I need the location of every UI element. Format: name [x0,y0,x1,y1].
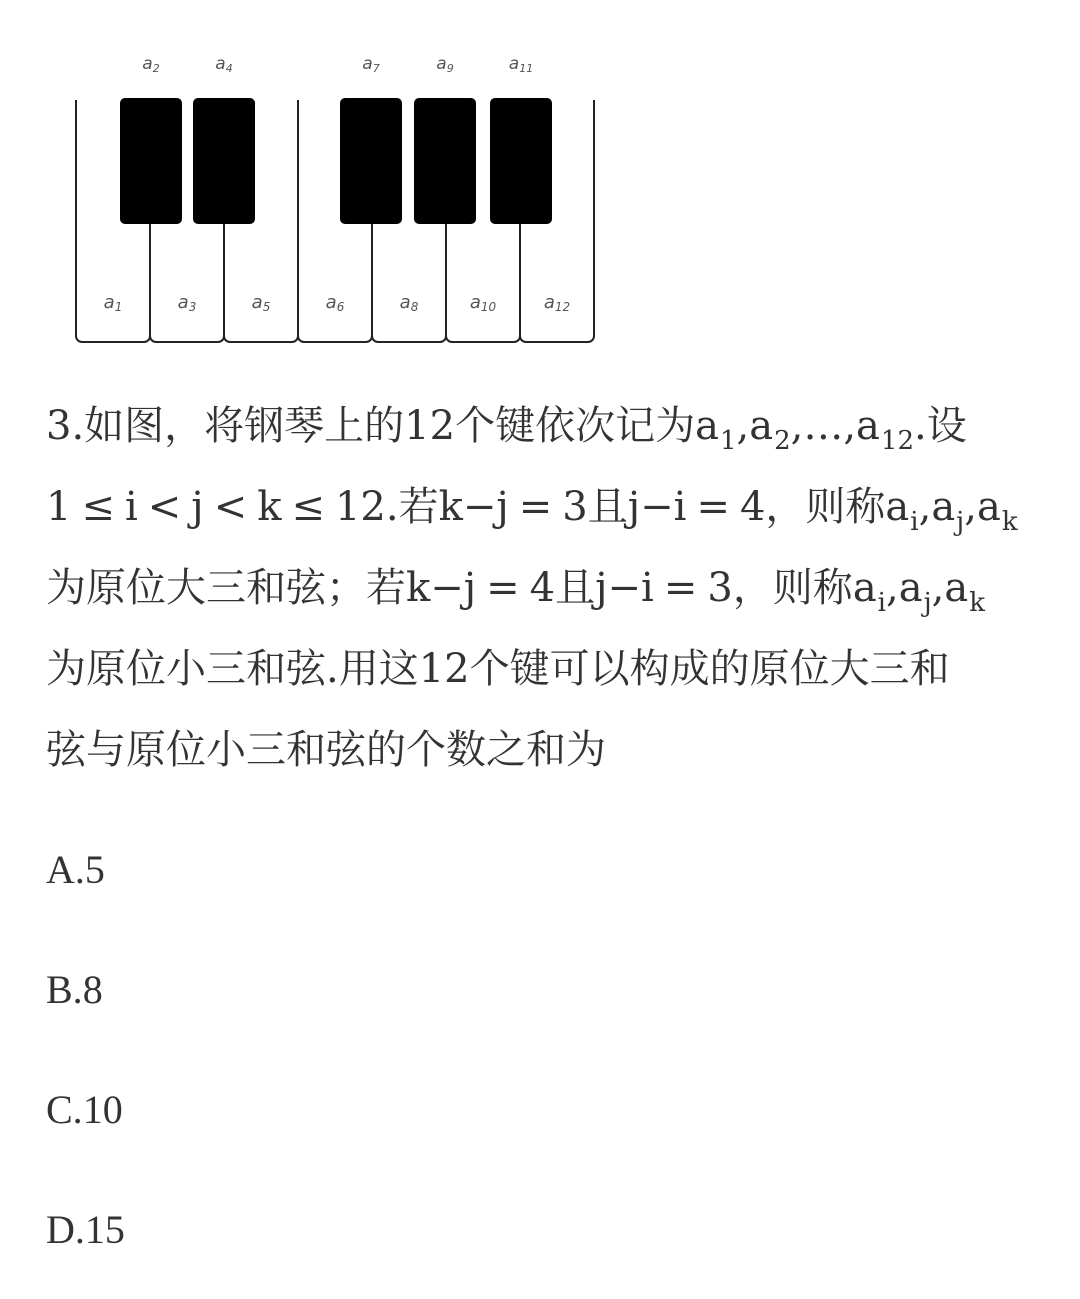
black-key [120,98,182,224]
key-label: a2 [142,54,160,75]
question-line-5: 弦与原位小三和弦的个数之和为 [46,727,606,773]
key-label: a9 [436,54,454,75]
key-label: a1 [103,292,123,314]
question-text [46,386,1066,791]
key-label: a5 [251,292,271,314]
key-label: a10 [469,292,497,314]
chord-notation: $a_i,a_j,a_k$ [852,565,985,618]
option-d[interactable]: D.15 [46,1207,125,1252]
key-label: a12 [543,292,571,314]
question-line-2: 1 ≤ i < j < k ≤ 12.若k−j = 3且j−i = 4，则称$a_i,a_j,a_k$ [46,484,1018,537]
major-condition: k−j = 3 [438,484,588,530]
question-line-4: 为原位小三和弦.用这12个键可以构成的原位大三和 [46,646,950,692]
key-label: a11 [508,54,534,75]
chord-notation: $a_i,a_j,a_k$ [885,484,1018,537]
key-label: a4 [215,54,233,75]
option-b[interactable]: B.8 [46,967,103,1012]
question-line-1: 3.如图，将钢琴上的12个键依次记为$a_1,a_2,\dots,a_{12}$.设 [46,403,967,456]
option-a[interactable]: A.5 [46,847,105,892]
question-number: 3. [46,403,85,449]
piano-keyboard-figure [60,40,620,360]
black-key [340,98,402,224]
key-label: a8 [399,292,419,314]
black-key [490,98,552,224]
option-c[interactable]: C.10 [46,1087,123,1132]
key-label: a7 [362,54,380,75]
question-line-3: 为原位大三和弦；若k−j = 4且j−i = 3，则称$a_i,a_j,a_k$ [46,565,985,618]
minor-condition: k−j = 4 [406,565,556,611]
black-key [193,98,255,224]
keyboard-top-edge [73,86,597,100]
key-label: a6 [325,292,345,314]
black-key [414,98,476,224]
key-label: a3 [177,292,197,314]
sequence-notation: $a_1,a_2,\dots,a_{12}$ [695,403,914,456]
index-inequality: 1 ≤ i < j < k ≤ 12. [46,484,399,530]
